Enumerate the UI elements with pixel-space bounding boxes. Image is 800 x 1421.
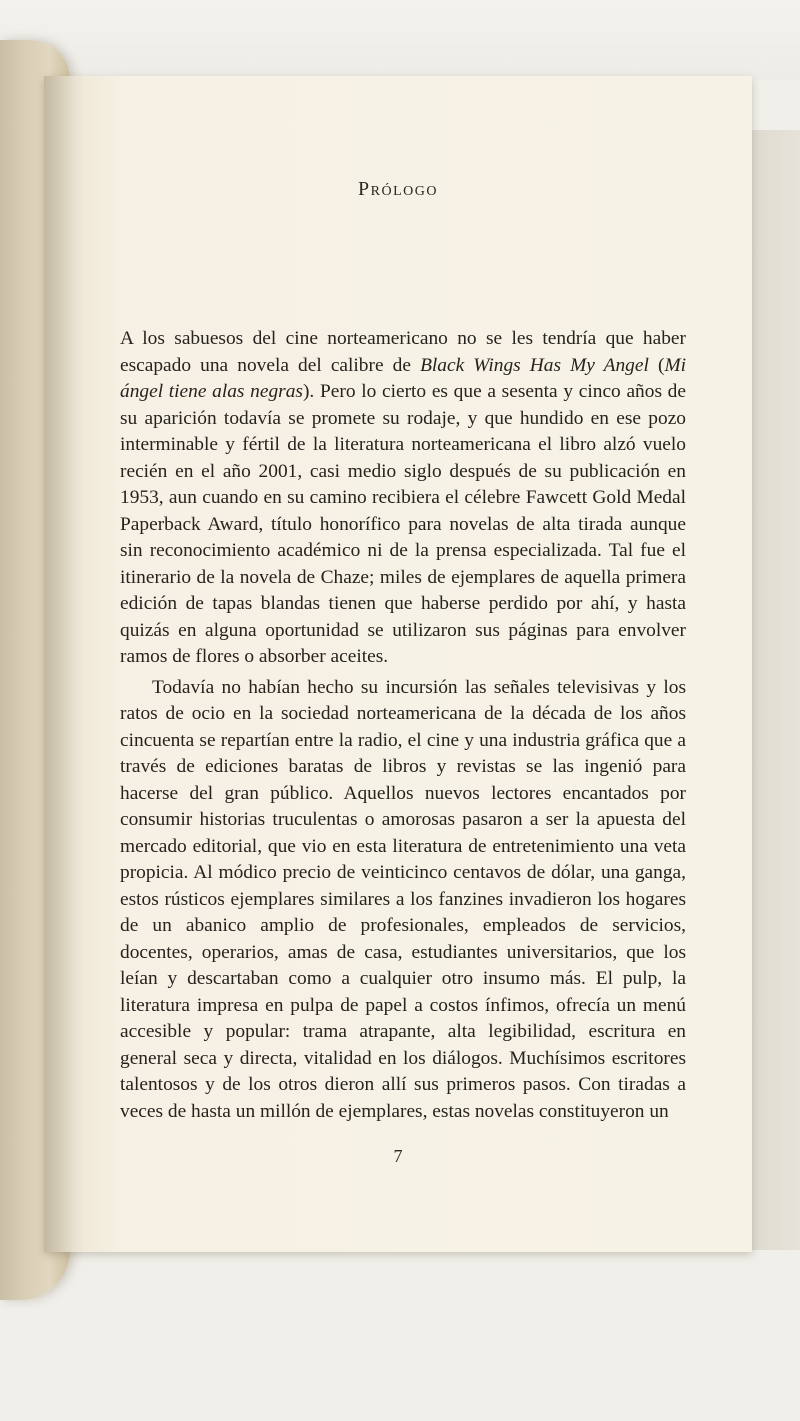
book-title-original: Black Wings Has My Angel — [420, 354, 649, 376]
paragraph-1 — [120, 326, 686, 671]
paragraph-1-part-2: ( — [648, 354, 665, 376]
book-title-translated: Mi ángel tiene alas negras — [120, 354, 686, 402]
paragraph-1-part-3: ). Pero lo cierto es que a sesenta y cinco años de su aparición todavía se promete su rodaje, y que hundido en ese pozo interminable y fértil de la literatura norteamericana el libro alzó vuelo recién en el año 2001, casi medio siglo después de su publicación en 1953, aun cuando en su camino recibiera el célebre Fawcett Gold Medal Paperback Award, título honorífico para novelas de alta tirada aunque sin reconocimiento académico ni de la prensa especializada. Tal fue el itinerario de la novela de Chaze; miles de ejemplares de aquella primera edición de tapas blandas tienen que haberse perdido por ahí, y hasta quizás en alguna oportunidad se utilizaron sus páginas para envolver ramos de flores o absorber aceites. — [120, 381, 686, 667]
page-gutter-shadow — [44, 76, 84, 1252]
page-number: 7 — [393, 1146, 403, 1166]
body-text — [120, 326, 686, 1125]
book-page — [44, 76, 752, 1252]
paragraph-1-part-1: A los sabuesos del cine norteamericano no se les tendría que haber escapado una novela del calibre de — [120, 328, 686, 376]
background-surface — [0, 0, 800, 80]
paragraph-2: Todavía no habían hecho su incursión las señales televisivas y los ratos de ocio en la sociedad norteamericana de la década de los años cincuenta se repartían entre la radio, el cine y una industria gráfica que a través de ediciones baratas de libros y revistas se las ingenió para hacerse del gran público. Aquellos nuevos lectores encantados por consumir historias truculentas o amorosas pasaron a ser la apuesta del mercado editorial, que vio en esta literatura de entretenimiento una veta propicia. Al módico precio de veinticinco centavos de dólar, una ganga, estos rústicos ejemplares similares a los fanzines invadieron los hogares de un abanico amplio de profesionales, empleados de servicios, docentes, operarios, amas de casa, estudiantes universitarios, que los leían y descartaban como a cualquier otro insumo más. El pulp, la literatura impresa en pulpa de papel a costos ínfimos, ofrecía un menú accesible y popular: trama atrapante, alta legibilidad, escritura en general seca y directa, vitalidad en los diálogos. Muchísimos escritores talentosos y de los otros dieron allí sus primeros pasos. Con tiradas a veces de hasta un millón de ejemplares, estas novelas constituyeron un — [120, 676, 686, 1122]
chapter-heading: Prólogo — [358, 178, 438, 200]
